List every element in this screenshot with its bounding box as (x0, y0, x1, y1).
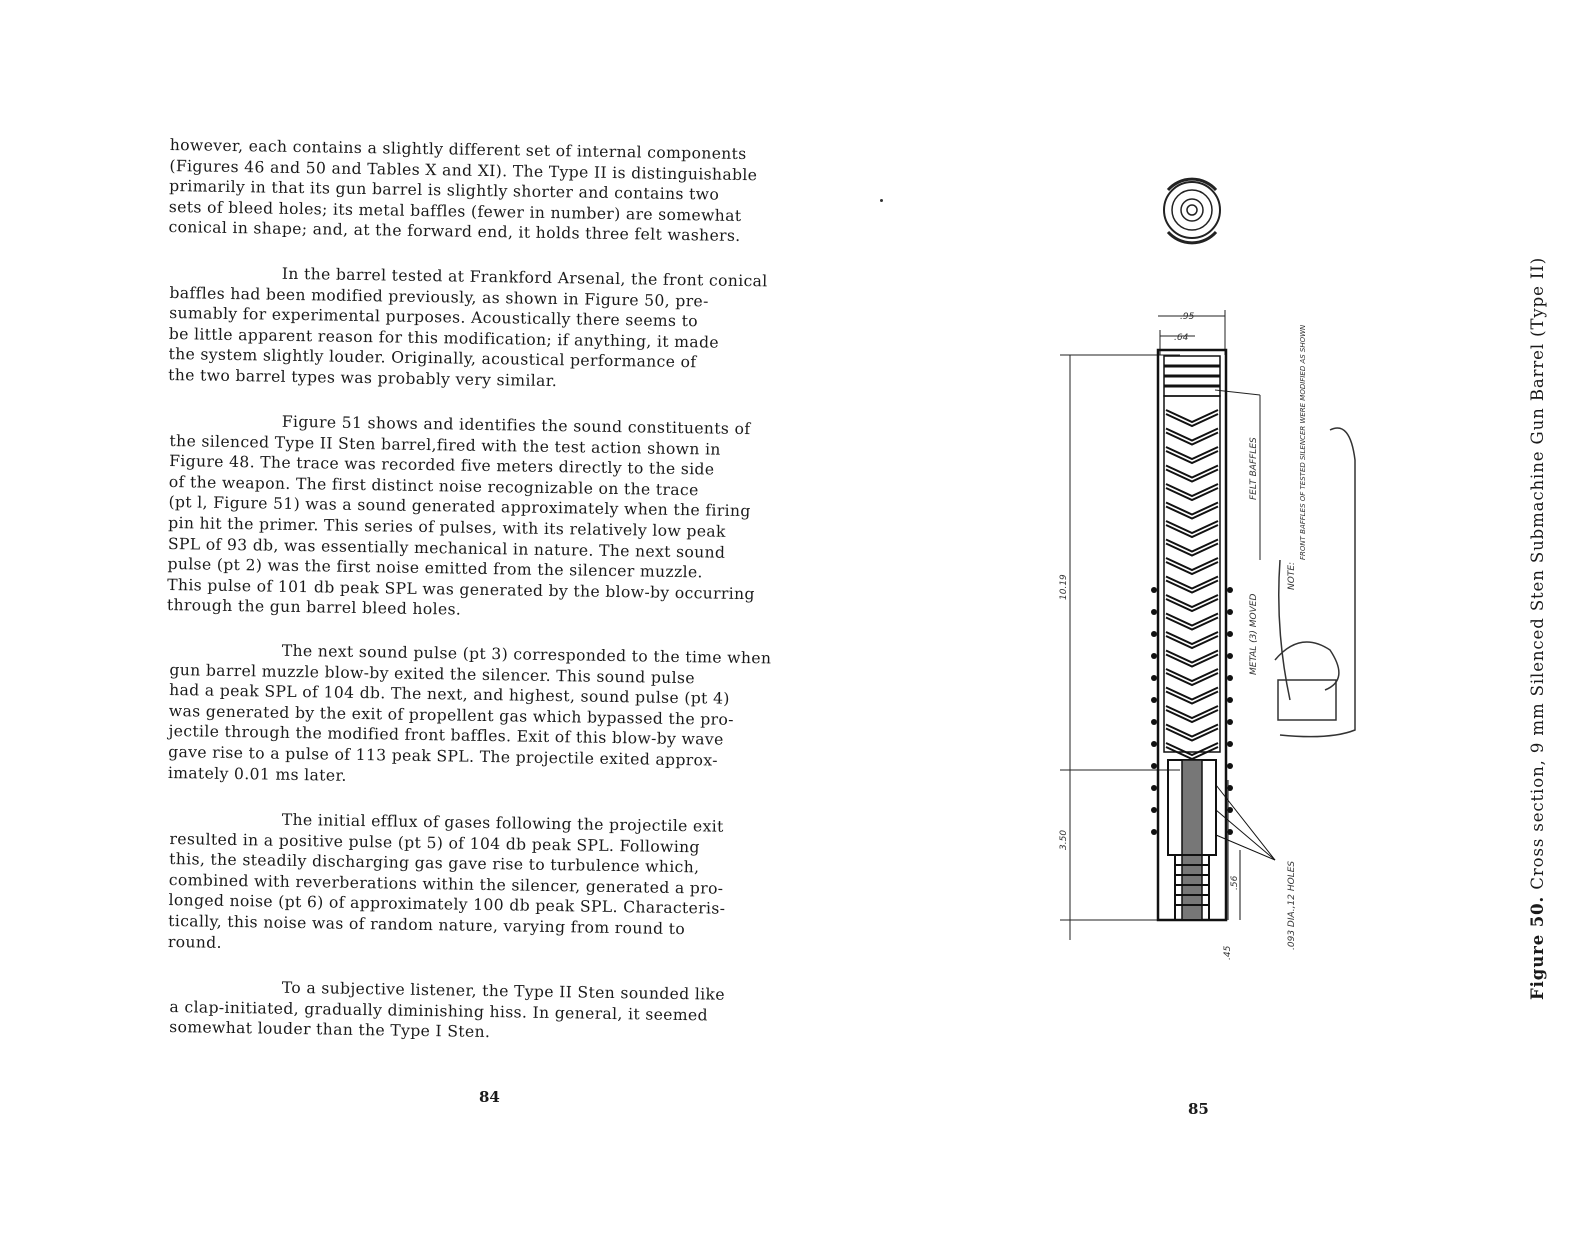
text-line: the silenced Type II Sten barrel,fired with the test action shown in (169, 431, 721, 458)
text-line: combined with reverberations within the silencer, generated a pro- (168, 870, 724, 898)
rivet-dot (1227, 675, 1233, 681)
text-line: jectile through the modified front baffles. Exit of this blow-by wave (168, 722, 724, 750)
text-line: tically, this noise was of random nature, varying from round to (168, 911, 686, 938)
felt-baffles-label: FELT BAFFLES (1249, 437, 1259, 500)
bleed-holes-label: .093 DIA.,12 HOLES (1287, 860, 1297, 950)
stray-mark (880, 199, 883, 202)
text-line: this, the steadily discharging gas gave rise to turbulence which, (169, 849, 700, 877)
rivet-dot (1151, 675, 1157, 681)
paragraph (169, 976, 835, 1048)
text-line: through the gun barrel bleed holes. (166, 595, 462, 619)
metal-moved-label: METAL (3) MOVED (1249, 593, 1259, 675)
rivet-dot (1151, 587, 1157, 593)
rivet-dot (1227, 609, 1233, 615)
rivet-dot (1151, 763, 1157, 769)
baffle-cone (1166, 484, 1218, 500)
text-line: (pt l, Figure 51) was a sound generated approximately when the firing (168, 492, 751, 521)
rivet-dot (1151, 609, 1157, 615)
text-line: imately 0.01 ms later. (167, 764, 347, 785)
text-line: Figure 48. The trace was recorded five meters directly to the side (169, 451, 715, 479)
text-line: primarily in that its gun barrel is slightly shorter and contains two (169, 177, 720, 204)
baffle-cone (1166, 743, 1218, 759)
figure-caption-label: Figure 50. (1528, 895, 1547, 1000)
text-line: the system slightly louder. Originally, acoustical performance of (168, 345, 697, 372)
baffle-cone (1166, 429, 1218, 445)
text-line: To a subjective listener, the Type II Sten sounded like (281, 978, 726, 1004)
dim-top-inner-label: .64 (1174, 333, 1189, 343)
baffle-cone (1166, 632, 1218, 648)
text-line: In the barrel tested at Frankford Arsenal, the front conical (281, 264, 768, 291)
text-line: SPL of 93 db, was essentially mechanical in nature. The next sound (167, 534, 726, 561)
text-line: be little apparent reason for this modification; if anything, it made (168, 324, 720, 352)
rivet-dot (1227, 653, 1233, 659)
cross-section-figure (1030, 160, 1370, 980)
text-line: was generated by the exit of propellent gas which bypassed the pro- (168, 702, 734, 730)
rivet-dot (1227, 719, 1233, 725)
paragraph (168, 808, 835, 963)
baffle-cone (1166, 558, 1218, 574)
paragraph (167, 410, 835, 626)
text-line: of the weapon. The first distinct noise recognizable on the trace (168, 472, 699, 499)
text-line: resulted in a positive pulse (pt 5) of 104 db peak SPL. Following (169, 829, 701, 856)
rivet-dot (1151, 785, 1157, 791)
text-line: (Figures 46 and 50 and Tables X and XI). The Type II is distinguishable (169, 156, 758, 184)
baffle-cone (1166, 540, 1218, 556)
page-number-right: 85 (1188, 1100, 1209, 1118)
baffle-cone (1166, 688, 1218, 704)
figure-caption (1528, 257, 1547, 1000)
end-view-drawing (1164, 179, 1220, 243)
baffle-cone (1166, 651, 1218, 667)
baffle-cone (1166, 577, 1218, 593)
baffle-cone (1166, 669, 1218, 685)
baffle-cone (1166, 614, 1218, 630)
baffle-cone (1166, 447, 1218, 463)
rivet-dot (1227, 631, 1233, 637)
text-line: somewhat louder than the Type I Sten. (169, 1017, 491, 1042)
text-line: conical in shape; and, at the forward end, it holds three felt washers. (168, 218, 741, 246)
rivet-dot (1151, 829, 1157, 835)
baffle-cone (1166, 725, 1218, 741)
dim-lower-label: 3.50 (1059, 829, 1069, 850)
baffle-cone (1166, 595, 1218, 611)
text-line: pulse (pt 2) was the first noise emitted from the silencer muzzle. (167, 554, 703, 582)
rivet-dot (1227, 829, 1233, 835)
text-line: Figure 51 shows and identifies the sound constituents of (281, 412, 751, 438)
text-line: had a peak SPL of 104 db. The next, and highest, sound pulse (pt 4) (169, 681, 730, 709)
baffle-cone (1166, 521, 1218, 537)
text-line: This pulse of 101 db peak SPL was generated by the blow-by occurring (167, 575, 755, 603)
rivet-dot (1151, 653, 1157, 659)
text-line: gun barrel muzzle blow-by exited the silencer. This sound pulse (169, 661, 696, 688)
rivet-dot (1151, 807, 1157, 813)
baffle-cone (1166, 466, 1218, 482)
rivet-dot (1151, 741, 1157, 747)
rivet-dot (1227, 741, 1233, 747)
front-baffles-note: FRONT BAFFLES OF TESTED SILENCER WERE MODIFIED AS SHOWN (1299, 324, 1307, 560)
text-line: The initial efflux of gases following the projectile exit (281, 810, 724, 836)
text-line: gave rise to a pulse of 113 peak SPL. The projectile exited approx- (168, 743, 718, 771)
text-line: sumably for experimental purposes. Acoustically there seems to (169, 304, 699, 331)
paragraph (168, 639, 835, 794)
page-number-left: 84 (479, 1088, 500, 1106)
rivet-dot (1151, 697, 1157, 703)
rivet-dot (1227, 807, 1233, 813)
rivet-dot (1151, 719, 1157, 725)
text-line: however, each contains a slightly different set of internal components (169, 135, 747, 164)
baffle-cone (1166, 706, 1218, 722)
baffle-cone (1166, 410, 1218, 426)
baffle-cone (1166, 503, 1218, 519)
rivet-dot (1227, 785, 1233, 791)
note-label: NOTE: (1287, 561, 1297, 590)
rivet-dot (1227, 697, 1233, 703)
rivet-dot (1227, 587, 1233, 593)
text-line: the two barrel types was probably very similar. (168, 365, 558, 391)
rivet-dot (1227, 763, 1233, 769)
text-line: The next sound pulse (pt 3) corresponded to the time when (281, 642, 772, 668)
text-line: sets of bleed holes; its metal baffles (fewer in number) are somewhat (168, 197, 742, 225)
dim-base-label: .56 (1230, 875, 1240, 890)
left-page-text (166, 135, 835, 1062)
text-line: round. (167, 932, 223, 952)
dim-top-label: .95 (1180, 312, 1195, 322)
dim-bottom-label: .45 (1223, 945, 1233, 960)
paragraph (168, 262, 835, 396)
text-line: a clap-initiated, gradually diminishing hiss. In general, it seemed (169, 997, 709, 1024)
text-line: baffles had been modified previously, as shown in Figure 50, pre- (169, 283, 709, 311)
rivet-dot (1151, 631, 1157, 637)
paragraph (168, 135, 835, 248)
text-line: pin hit the primer. This series of pulses, with its relatively low peak (168, 513, 726, 541)
text-line: longed noise (pt 6) of approximately 100 db peak SPL. Characteris- (168, 890, 726, 918)
dim-length-label: 10.19 (1059, 574, 1069, 600)
figure-caption-text: Cross section, 9 mm Silenced Sten Submachine Gun Barrel (Type II) (1528, 256, 1547, 890)
